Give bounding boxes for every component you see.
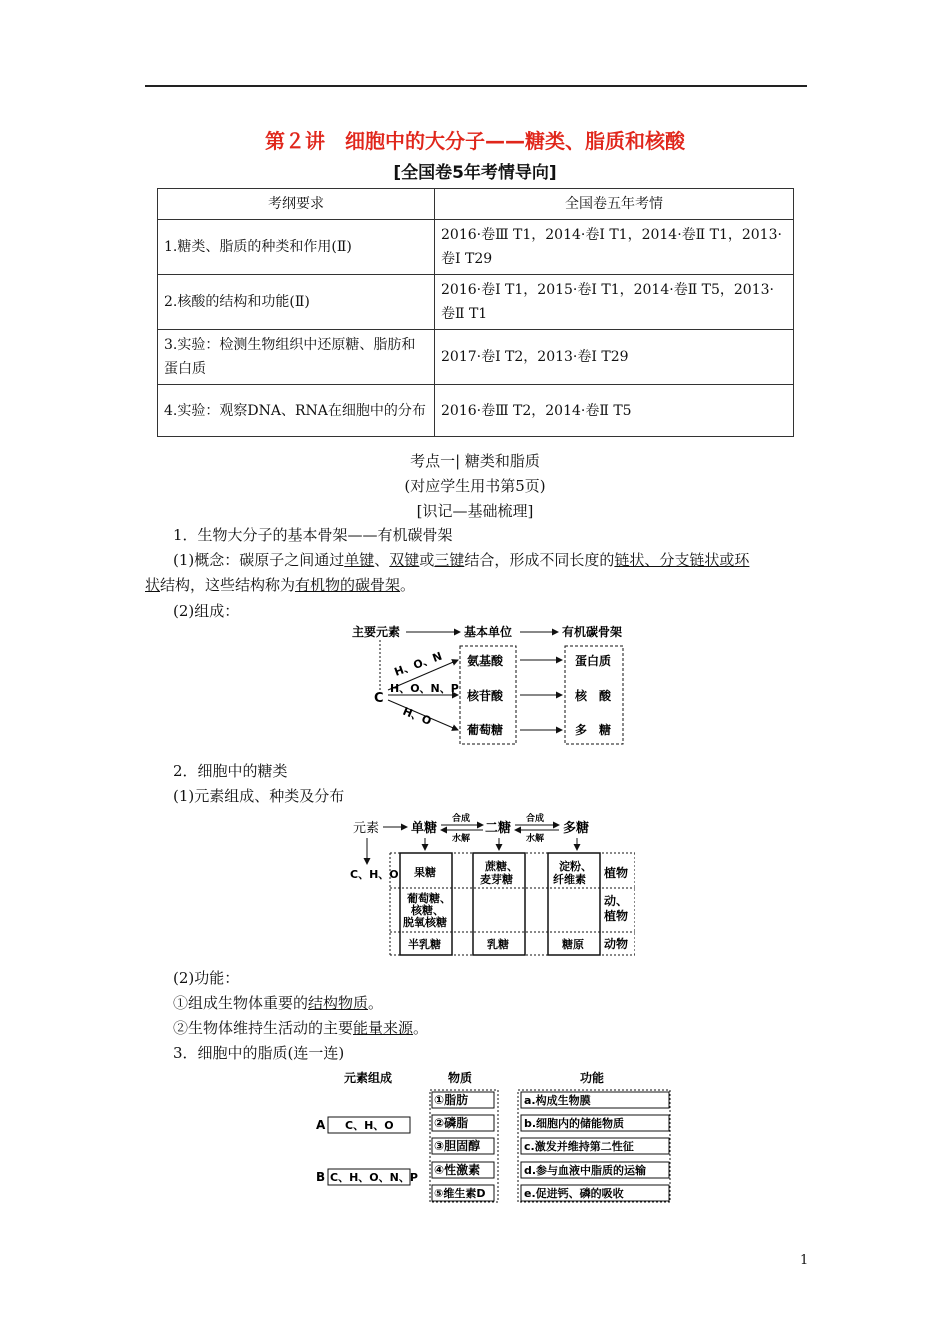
substance-item: ⑤维生素D xyxy=(434,1187,486,1200)
sugar-item: 纤维素 xyxy=(553,873,586,886)
p2-heading: 2．细胞中的糖类 xyxy=(173,762,288,780)
label-elements-value: C、H、O xyxy=(350,868,399,881)
table-row xyxy=(158,385,794,437)
distribution-label: 植物 xyxy=(604,866,629,880)
sugar-classification-diagram xyxy=(345,810,635,958)
path-label: H、O、N、P xyxy=(390,682,459,695)
label-hydrolysis: 水解 xyxy=(452,834,471,844)
group-label-b: B xyxy=(316,1170,326,1184)
page-title: 第２讲 细胞中的大分子——糖类、脂质和核酸 xyxy=(265,129,685,153)
label: (1)概念： xyxy=(173,551,240,569)
table-cell: 1.糖类、脂质的种类和作用(Ⅱ) xyxy=(158,220,435,275)
label-main-elements: 主要元素 xyxy=(352,625,401,639)
table-cell: 2016·卷Ⅰ T1，2015·卷Ⅰ T1，2014·卷Ⅱ T5，2013·卷Ⅱ T1 xyxy=(435,275,794,330)
key-term: 状 xyxy=(145,576,161,594)
label-disaccharide: 二糖 xyxy=(485,821,512,836)
sugar-item: 淀粉、 xyxy=(559,860,592,873)
substance-list xyxy=(432,1092,494,1201)
section-reference: (对应学生用书第5页) xyxy=(404,477,546,495)
header-elements: 元素组成 xyxy=(344,1071,393,1085)
distribution-label: 动物 xyxy=(604,937,629,951)
p2-sub1: (1)元素组成、种类及分布 xyxy=(173,787,345,805)
text: 。 xyxy=(368,994,384,1012)
substance-item: ③胆固醇 xyxy=(434,1139,481,1153)
unit-item: 氨基酸 xyxy=(467,654,504,668)
table-cell: 2016·卷Ⅲ T2，2014·卷Ⅱ T5 xyxy=(435,385,794,437)
p1-concept-cont xyxy=(145,573,810,597)
distribution-label: 动、 xyxy=(604,894,629,908)
text: 结合，形成不同长度的 xyxy=(464,551,615,569)
key-term: 三键 xyxy=(434,551,465,569)
requirements-table xyxy=(157,188,794,437)
function-item: c.激发并维持第二性征 xyxy=(524,1140,634,1153)
text: 、 xyxy=(374,551,390,569)
key-term: 双键 xyxy=(389,551,420,569)
sugar-item: 半乳糖 xyxy=(408,938,441,951)
function-item: e.促进钙、磷的吸收 xyxy=(524,1187,624,1200)
p3-heading: 3．细胞中的脂质(连一连) xyxy=(173,1044,345,1062)
function-item: a.构成生物膜 xyxy=(524,1094,591,1107)
label-basic-units: 基本单位 xyxy=(464,625,513,639)
key-term: 有机物的碳骨架 xyxy=(295,576,401,594)
label-polysaccharide: 多糖 xyxy=(563,821,590,836)
label-synthesis: 合成 xyxy=(452,814,471,824)
text: ②生物体维持生活动的主要 xyxy=(173,1019,354,1037)
p2-function-label: (2)功能： xyxy=(173,969,240,987)
page-number: 1 xyxy=(800,1253,809,1268)
table-cell: 2017·卷Ⅰ T2，2013·卷Ⅰ T29 xyxy=(435,330,794,385)
header-function: 功能 xyxy=(580,1071,605,1085)
section-heading: 考点一| 糖类和脂质 xyxy=(410,452,540,470)
label-synthesis: 合成 xyxy=(526,814,545,824)
table-cell: 3.实验：检测生物组织中还原糖、脂肪和蛋白质 xyxy=(158,330,435,385)
key-term: 能量来源 xyxy=(353,1019,414,1037)
table-cell: 4.实验：观察DNA、RNA在细胞中的分布 xyxy=(158,385,435,437)
function-item: b.细胞内的储能物质 xyxy=(524,1117,625,1130)
distribution-label: 植物 xyxy=(604,909,629,923)
unit-item: 核苷酸 xyxy=(467,689,504,703)
macro-item: 多 糖 xyxy=(575,723,612,737)
table-cell: 2016·卷Ⅲ T1，2014·卷Ⅰ T1，2014·卷Ⅱ T1，2013·卷Ⅰ T29 xyxy=(435,220,794,275)
element-group-b: C、H、O、N、P xyxy=(330,1171,418,1184)
unit-item: 葡萄糖 xyxy=(467,723,504,737)
sugar-item: 乳糖 xyxy=(487,938,509,951)
table-cell: 2.核酸的结构和功能(Ⅱ) xyxy=(158,275,435,330)
sugar-item: 蔗糖、 xyxy=(485,860,518,873)
element-group-a: C、H、O xyxy=(345,1119,394,1132)
table-row xyxy=(158,275,794,330)
table-header-row xyxy=(158,189,794,220)
p1-composition: (2)组成： xyxy=(173,602,240,620)
label-element: 元素 xyxy=(353,821,380,836)
text: 或 xyxy=(419,551,435,569)
key-term: 单键 xyxy=(344,551,375,569)
text: 。 xyxy=(400,576,416,594)
macro-item: 蛋白质 xyxy=(575,654,612,668)
text: 。 xyxy=(413,1019,429,1037)
label-carbon-skeleton: 有机碳骨架 xyxy=(562,625,623,639)
carbon-skeleton-diagram xyxy=(340,620,640,750)
sugar-item: 脱氧核糖 xyxy=(403,916,447,929)
sugar-item: 麦芽糖 xyxy=(480,873,513,886)
table-row xyxy=(158,330,794,385)
p2-function-1 xyxy=(145,991,838,1015)
text: ①组成生物体重要的 xyxy=(173,994,309,1012)
table-row xyxy=(158,220,794,275)
p2-function-2 xyxy=(145,1016,838,1040)
text: 结构，这些结构称为 xyxy=(160,576,296,594)
function-item: d.参与血液中脂质的运输 xyxy=(524,1164,647,1177)
page-subtitle: [全国卷5年考情导向] xyxy=(393,163,557,183)
substance-item: ④性激素 xyxy=(434,1163,481,1177)
sugar-item: 糖原 xyxy=(562,938,584,951)
lipid-matching-diagram xyxy=(312,1068,674,1206)
function-list xyxy=(521,1092,669,1201)
table-header: 全国卷五年考情 xyxy=(435,189,794,220)
group-label-a: A xyxy=(316,1118,326,1132)
p1-heading: 1．生物大分子的基本骨架——有机碳骨架 xyxy=(173,526,453,544)
path-label: H、O xyxy=(400,704,434,728)
sugar-item: 果糖 xyxy=(414,866,436,879)
header-rule xyxy=(145,85,807,87)
path-label: H、O、N xyxy=(392,649,444,679)
p1-concept xyxy=(145,548,838,572)
sugar-item: 葡萄糖、 xyxy=(407,892,451,905)
macro-item: 核 酸 xyxy=(575,689,612,703)
section-tag: [识记—基础梳理] xyxy=(416,502,534,520)
table-header: 考纲要求 xyxy=(158,189,435,220)
label-hydrolysis: 水解 xyxy=(526,834,545,844)
key-term: 结构物质 xyxy=(308,994,369,1012)
key-term: 链状、分支链状或环 xyxy=(614,551,750,569)
sugar-item: 核糖、 xyxy=(411,904,444,917)
text: 碳原子之间通过 xyxy=(239,551,345,569)
header-substance: 物质 xyxy=(448,1071,473,1085)
substance-item: ①脂肪 xyxy=(434,1093,469,1107)
label-monosaccharide: 单糖 xyxy=(411,821,438,836)
substance-item: ②磷脂 xyxy=(434,1116,469,1130)
element-carbon: C xyxy=(374,691,384,706)
